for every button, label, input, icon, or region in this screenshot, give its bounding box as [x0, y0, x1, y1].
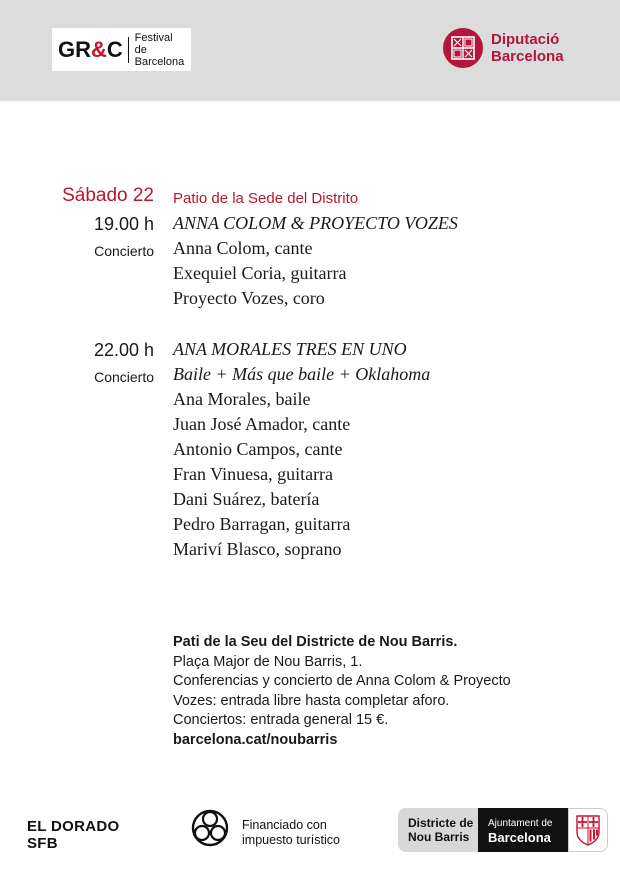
grec-logo-text [135, 32, 191, 68]
ajb-line2: Barcelona [488, 830, 551, 845]
day-label: Sábado 22 [62, 185, 154, 206]
event-time: 19.00 h [93, 214, 154, 234]
grec-divider [128, 37, 129, 63]
performer-line: Antonio Campos, cante [173, 439, 343, 459]
info-line: Vozes: entrada libre hasta completar aforo. [173, 692, 450, 709]
event-title: ANNA COLOM & PROYECTO VOZES [173, 213, 458, 233]
diputacio-logo [443, 28, 564, 68]
ajb-line1: Ajuntament de [488, 818, 553, 829]
info-venue-name: Pati de la Seu del Districte de Nou Barris. [173, 634, 458, 650]
barcelona-shield-icon [568, 808, 608, 852]
info-address: Plaça Major de Nou Barris, 1. [173, 653, 363, 670]
eldorado-line2: SFB [27, 835, 58, 852]
nb-line2: Nou Barris [408, 830, 470, 844]
performer-line: Juan José Amador, cante [173, 414, 351, 434]
eldorado-line1: EL DORADO [27, 818, 120, 835]
event-category: Concierto [94, 243, 154, 259]
info-website-link[interactable]: barcelona.cat/noubarris [173, 731, 338, 748]
event-category: Concierto [94, 369, 154, 385]
performer-line: Dani Suárez, batería [173, 489, 320, 509]
diputacio-text [491, 31, 564, 65]
venue-info [173, 633, 511, 751]
performer-line: Ana Morales, baile [173, 389, 311, 409]
performer-line: Anna Colom, cante [173, 238, 313, 258]
diputacio-shield-icon [443, 28, 483, 68]
performer-line: Fran Vinuesa, guitarra [173, 464, 334, 484]
eldorado-logo [27, 818, 119, 852]
event-subtitle: Baile + Más que baile + Oklahoma [173, 364, 431, 384]
ajuntament-logo [478, 808, 568, 852]
grec-line2: de Barcelona [134, 43, 185, 68]
diputacio-line1: Diputació [491, 31, 560, 48]
recycle-arrows-icon [190, 808, 230, 848]
performer-line: Mariví Blasco, soprano [173, 539, 342, 559]
info-price: Conciertos: entrada general 15 €. [173, 712, 389, 729]
info-line: Conferencias y concierto de Anna Colom & Proyecto [173, 673, 511, 690]
financiado-line1: Financiado con [242, 818, 327, 832]
performer-line: Exequiel Coria, guitarra [173, 263, 347, 283]
event-title: ANA MORALES TRES EN UNO [173, 339, 407, 359]
financiado-line2: impuesto turístico [242, 833, 340, 847]
venue-label: Patio de la Sede del Distrito [173, 190, 359, 207]
nou-barris-logo [398, 808, 478, 852]
event-time: 22.00 h [93, 340, 154, 360]
grec-logo-mark: GR&C [58, 36, 123, 62]
financiado-text [242, 818, 340, 848]
performer-line: Pedro Barragan, guitarra [173, 514, 351, 534]
nb-line1: Districte de [408, 816, 474, 830]
diputacio-line2: Barcelona [491, 48, 564, 65]
performer-line: Proyecto Vozes, coro [173, 288, 325, 308]
grec-logo [52, 28, 191, 71]
grec-line1: Festival [134, 31, 173, 44]
